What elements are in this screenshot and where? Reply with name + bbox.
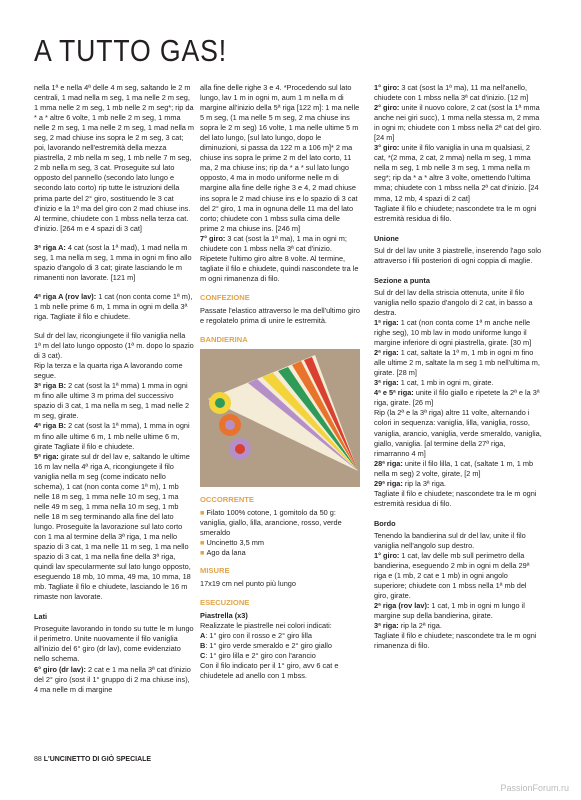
- row-label: 4ª riga A (rov lav):: [34, 291, 97, 301]
- row-text: 3 cat (sost la 1ª ma), 11 ma nell'anello, chiudete con 1 mbss nella 3ª cat d'inizio. [12 m]: [374, 83, 529, 103]
- tile-text: : 1° giro lilla e 2° giro con l'arancio: [205, 650, 316, 660]
- row-text: 1 cat (non conta come 1ª m anche nelle righe seg), 10 mb lav in modo uniforme lungo il margine inferiore di ogni piastrella, girate. [30 m]: [374, 317, 532, 348]
- column-3: [374, 83, 542, 660]
- row-text: unite il nuovo colore, 2 cat (sost la 1ª mma anche nei giri succ), 1 mma nella stessa m, 2 mma in ogni m; chiudete con 1 mbss nella 2ª cat del giro. [24 m]: [374, 103, 542, 143]
- page-footer: [34, 756, 151, 763]
- paragraph: [374, 388, 542, 408]
- paragraph: [374, 318, 542, 348]
- paragraph: Con il filo indicato per il 1° giro, avv 6 cat e chiudetele ad anello con 1 mbss.: [200, 660, 339, 680]
- section-heading-bordo: Bordo: [374, 518, 396, 528]
- section-heading-unione: Unione: [374, 233, 399, 243]
- bandierina-photo: [200, 349, 360, 487]
- row-label: 4ª riga B:: [34, 421, 67, 431]
- paragraph: [34, 243, 194, 283]
- paragraph: Tagliate il filo e chiudete; nascondete tra le m ogni estremità residua di filo.: [374, 203, 537, 223]
- paragraph: Passate l'elastico attraverso le ma dell'ultimo giro e regolatelo prima di unire le estremità.: [200, 305, 360, 326]
- paragraph: Rip la terza e la quarta riga A lavorando come segue.: [34, 361, 183, 381]
- paragraph: [374, 143, 542, 203]
- row-label: 28ª riga:: [374, 458, 403, 468]
- row-text: 1 cat (non conta come 1ª m), 1 mb nelle prime 6 m, 1 mma in ogni m della 3ª riga. Tagliate il filo e chiudete.: [34, 291, 193, 321]
- row-text: 4 cat (sost la 1ª mad), 1 mad nella m seg, 1 ma nella m seg, 1 mma in ogni m fino allo spazio d'angolo di 3 cat; girate lasciando le m rimanenti non lavorate. [121 m]: [34, 242, 192, 282]
- paragraph: nella 1ª e nella 4ª delle 4 m seg, saltando le 2 m centrali, 1 mad nella m seg, 1 ma nelle 2 m seg, 1 mma nelle 2 m seg, 1 mb nelle 2 m seg*; rip da * a * altre 6 volte, 1 mb nelle 2 m seg, 1 mma nelle 2 m seg, 1 ma nelle 2 m seg, 1 mad nella m seg, 2 mad chiuse ins sopra le 2 m seg, 3 cat; poi, lavorando nell'estremità della mezza piastrella, 2 mb nella m seg, 1 mb nelle 7 m seg, 2 mb nella m seg, 3 cat. Proseguite sul lato opposto del pannello (secondo lato lungo e secondo lato corto) rip tutte le istruzioni della prima parte del 2° giro, sostituendo le 3 cat d'inizio e la 1ª ma del giro con 2 mad chiuse ins. Al termine, chiudete con 1 mbss nella terza cat. d'inizio. [264 m e 4 spazi di 3 cat]: [34, 83, 195, 233]
- paragraph: Rip (la 2ª e la 3ª riga) altre 11 volte, alternando i colori in sequenza: vaniglia, lilla, vaniglia, rosso, vaniglia, arancio, vaniglia, verde smeraldo, vaniglia, giallo, vaniglia. [al termine della 27ª riga, rimarranno 4 m]: [374, 408, 542, 458]
- row-text: 2 cat (sost la 1ª mma) 1 mma in ogni m fino alle ultime 3 m prima del successivo spazio di 3 cat, 1 ma nella m seg, 1 mad nelle 2 m seg, girate.: [34, 381, 190, 421]
- section-heading-bandierina: BANDIERINA: [200, 335, 248, 345]
- column-1: [34, 83, 194, 704]
- row-text: rip la 2ª riga.: [398, 621, 442, 631]
- tile-label: A: [200, 630, 206, 640]
- row-label: 1° giro:: [374, 83, 400, 92]
- tile-color-c: [200, 651, 360, 661]
- row-label: 2° giro:: [374, 103, 400, 113]
- subheading-piastrella: Piastrella (x3): [200, 610, 248, 620]
- row-text: 1 cat, saltate la 1ª m, 1 mb in ogni m fino alle ultime 2 m, saltate la m seg 1 mb nell'ultima m, girate. [28 m]: [374, 348, 540, 378]
- row-text: unite il filo vaniglia in una m qualsiasi, 2 cat, *(2 mma, 2 cat, 2 mma) nella m seg, 1 mma nella m seg, 1 mb nelle 3 m seg, 1 mma nella m seg*; rip da * a * altre 3 volte, omettendo l'ultima mma; chiudete con 1 mbss nella 2ª cat d'inizio. [24 mma, 12 mb, 4 spazi di 2 cat]: [374, 143, 539, 203]
- row-label: 3° giro:: [374, 143, 400, 153]
- paragraph: [374, 551, 542, 601]
- material-item: ■ Ago da lana: [200, 548, 360, 558]
- section-heading-lati: Lati: [34, 612, 48, 622]
- row-label: 5ª riga:: [34, 451, 59, 461]
- tile-text: : 1° giro con il rosso e 2° giro lilla: [205, 630, 313, 640]
- page-number: 88: [34, 756, 42, 763]
- row-label: 6° giro (dr lav):: [34, 664, 86, 674]
- row-label: 1° giro:: [374, 551, 400, 561]
- paragraph: Tenendo la bandierina sul dr del lav, unite il filo vaniglia nell'angolo sup destro.: [374, 530, 526, 550]
- tile-color-a: [200, 631, 360, 641]
- paragraph: [374, 479, 542, 489]
- paragraph: [374, 621, 542, 631]
- paragraph: [374, 378, 542, 388]
- paragraph: alla fine delle righe 3 e 4. *Procedendo sul lato lungo, lav 1 m in ogni m, aum 1 m nella m di margine all'inizio della 5ª riga [122 m]: 1 ma nelle 5 m seg, (1 ma nelle 5 m seg, 2 ma chiuse ins sopra le 2 m seg) 16 volte, 1 ma nelle ultime 5 m del lato lungo, [sul lato lungo, dopo le diminuzioni, si passa da 122 m a 106 m]* 2 ma chiuse ins sopra le prime 2 m del lato corto, 11 ma, 2 ma chiuse ins; rip da * a * sul lato lungo opposto, 4 ma in modo uniforme nelle m di margine alla fine delle righe 3 e 4, 2 mad chiuse ins sopra le 2 mad chiuse ins e lo spazio di 3 cat del 2° giro, 1 ma in ognuna delle 11 ma del lato corto; chiudete con 1 mbss sulla cima delle prime 2 ma chiuse ins. [246 m]: [200, 83, 360, 233]
- tile-label: B: [200, 640, 206, 650]
- paragraph: Sul dr del lav unite 3 piastrelle, inserendo l'ago solo attraverso i fili posteriori di ogni coppia di maglie.: [374, 245, 542, 265]
- material-item: ■ Filato 100% cotone, 1 gomitolo da 50 g: vaniglia, giallo, lilla, arancione, rosso, verde smeraldo: [200, 508, 360, 538]
- row-text: 1 cat, lav delle mb sull perimetro della bandierina, eseguendo 2 mb in ogni m della 29ª riga e (1 mb, 2 cat e 1 mb) in ogni angolo superiore; chiudete con 1 mbss nella 1ª mb del giro, girate.: [374, 551, 530, 601]
- row-label: 1ª riga:: [374, 317, 399, 327]
- paragraph: Tagliate il filo e chiudete; nascondete tra le m ogni estremità residua di filo.: [374, 488, 537, 508]
- row-text: unite il filo giallo e ripetete la 2ª e la 3ª riga, girate. [26 m]: [374, 388, 540, 408]
- row-text: 2 cat e 1 ma nella 3ª cat d'inizio del 2° giro (sost il 1° gruppo di 2 ma chiuse ins), 4 ma nelle m di margine: [34, 664, 191, 694]
- section-heading-misure: MISURE: [200, 566, 230, 576]
- row-text: 1 cat, 1 mb in ogni m lungo il margine sup della bandierina, girate.: [374, 601, 525, 621]
- row-label: 3ª riga A:: [34, 242, 66, 252]
- paragraph: [374, 459, 542, 479]
- paragraph: [34, 381, 194, 421]
- row-text: 2 cat (sost la 1ª mma), 1 mma in ogni m fino alle ultime 6 m, 1 mb nelle ultime 6 m, girate Tagliate il filo e chiudete.: [34, 421, 190, 451]
- section-heading-esecuzione: ESECUZIONE: [200, 597, 250, 607]
- material-item: ■ Uncinetto 3,5 mm: [200, 538, 360, 548]
- row-label: 3ª riga B:: [34, 381, 67, 391]
- paragraph: Proseguite lavorando in tondo su tutte le m lungo il perimetro. Unite nuovamente il filo vaniglia all'inizio del 6° giro (dr lav), come evidenziato nello schema.: [34, 624, 194, 664]
- row-text: girate sul dr del lav e, saltando le ultime 16 m lav nella 4ª riga A, ricongiungete il filo vaniglia nella m seg (come indicato nello schema), 1 cat (non conta come 1ª m), 1 mb nelle 18 m seg, 1 mma nelle 10 m seg, 1 ma nelle 49 m seg, 1 mma nella 10 m seg, 1 mb nelle 18 m seg terminando alla fine del lato lungo. Proseguite la lavorazione sul lato corto con 1 ma al termine della 3ª riga, 1 ma nello spazio di 3 cat, 1 ma nelle 11 m seg, 1 ma nello spazio di 3 cat, 1 ma nella fine della 3ª riga, quindi lav specularmente sul lato lungo opposto, eseguendo 18 mb, 10 mma, 49 ma, 10 mma, 18 mb. Tagliate il filo e chiudete, lasciando le 16 m rimaste non lavorate.: [34, 451, 191, 602]
- paragraph: Realizzate le piastrelle nei colori indicati:: [200, 620, 332, 630]
- row-label: 3ª riga:: [374, 621, 399, 631]
- column-2: [200, 83, 360, 681]
- paragraph: [34, 421, 194, 451]
- row-label: 7° giro:: [200, 233, 226, 243]
- paragraph: [200, 234, 360, 284]
- paragraph: [374, 348, 542, 378]
- paragraph: [34, 665, 194, 695]
- row-label: 29ª riga:: [374, 478, 403, 488]
- paragraph: [374, 601, 542, 621]
- row-label: 4ª e 5ª riga:: [374, 388, 414, 398]
- section-heading-occorrente: OCCORRENTE: [200, 495, 255, 505]
- magazine-name: L'UNCINETTO DI GIÒ SPECIALE: [43, 756, 152, 763]
- row-text: rip la 3ª riga.: [402, 478, 446, 488]
- section-heading-confezione: CONFEZIONE: [200, 292, 250, 302]
- page-title: A TUTTO GAS!: [34, 33, 228, 68]
- paragraph: [374, 103, 542, 143]
- paragraph: Tagliate il filo e chiudete; nascondete tra le m ogni rimanenza di filo.: [374, 631, 537, 651]
- row-text: 1 cat, 1 mb in ogni m, girate.: [398, 378, 494, 388]
- section-heading-sezione: Sezione a punta: [374, 275, 430, 285]
- tile-text: : 1° giro verde smeraldo e 2° giro giallo: [205, 640, 333, 650]
- tile-label: C: [200, 650, 206, 660]
- row-text: 3 cat (sost la 1ª ma), 1 ma in ogni m; chiudete con 1 mbss nella 3ª cat d'inizio. Ripetete l'ultimo giro altre 8 volte. Al termine, tagliate il filo e chiudete, quindi nascondete tra le m ogni rimanenza di filo.: [200, 233, 359, 283]
- paragraph: Sul dr del lav della striscia ottenuta, unite il filo vaniglia nello spazio d'angolo di 2 cat, in basso a destra.: [374, 287, 533, 317]
- paragraph: [374, 83, 542, 103]
- row-label: 2ª riga:: [374, 348, 399, 358]
- watermark: PassionForum.ru: [500, 783, 569, 793]
- row-text: unite il filo lilla, 1 cat, (saltate 1 m, 1 mb nella m seg) 2 volte, girate, [2 m]: [374, 458, 534, 478]
- paragraph: [34, 292, 194, 322]
- paragraph: Sul dr del lav, ricongiungete il filo vaniglia nella 1ª m del lato lungo opposto (1ª m. dopo lo spazio di 3 cat).: [34, 331, 194, 361]
- row-label: 3ª riga:: [374, 378, 399, 388]
- misure-text: 17x19 cm nel punto più lungo: [200, 579, 296, 589]
- row-label: 2ª riga (rov lav):: [374, 601, 430, 611]
- paragraph: [34, 452, 194, 603]
- tile-color-b: [200, 641, 360, 651]
